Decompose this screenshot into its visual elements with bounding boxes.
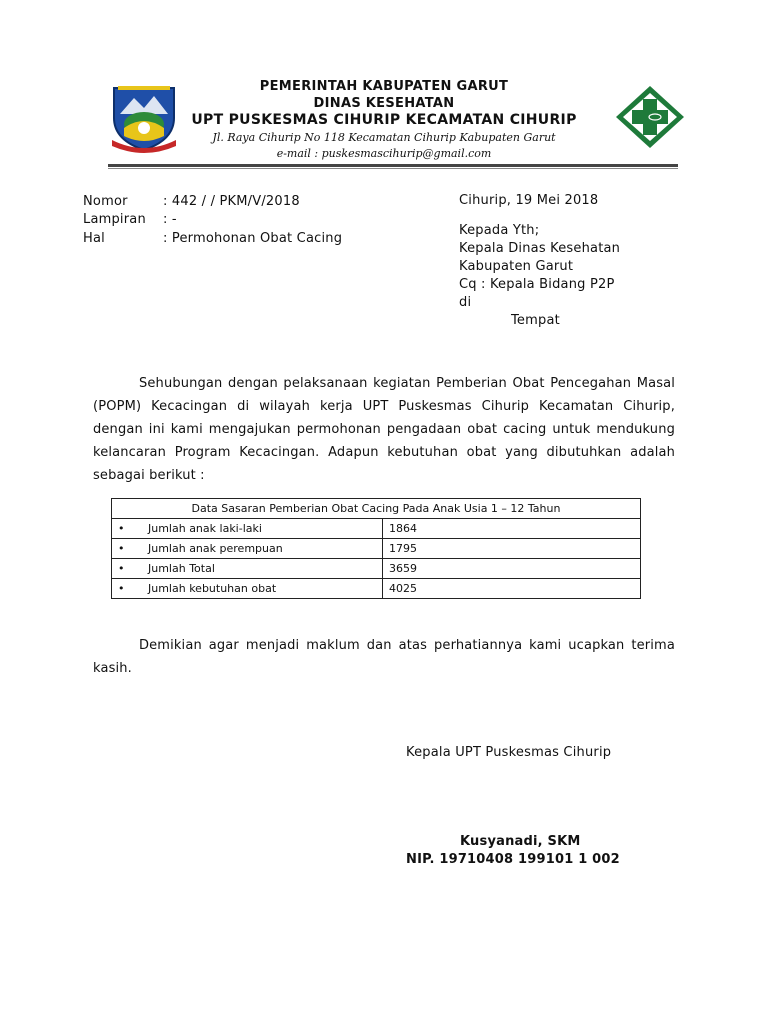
recipient-title: Kepala Dinas Kesehatan: [459, 241, 621, 256]
hal-value: : Permohonan Obat Cacing: [163, 231, 343, 246]
letter-date: Cihurip, 19 Mei 2018: [459, 193, 599, 208]
signature-title: Kepala UPT Puskesmas Cihurip: [406, 745, 612, 760]
letterhead-government: PEMERINTAH KABUPATEN GARUT: [259, 79, 509, 94]
nomor-value: : 442 / / PKM/V/2018: [163, 194, 300, 209]
letterhead-address: Jl. Raya Cihurip No 118 Kecamatan Cihurip Kabupaten Garut: [212, 131, 556, 144]
table-row: [112, 519, 641, 539]
recipient-greeting: Kepada Yth;: [459, 223, 540, 238]
body-paragraph-1: Sehubungan dengan pelaksanaan kegiatan Pemberian Obat Pencegahan Masal (POPM) Kecacingan di wilayah kerja UPT Puskesmas Cihurip Kecamatan Cihurip, dengan ini kami mengajukan permohonan pengadaan obat cacing untuk mendukung kelancaran Program Kecacingan. Adapun kebutuhan obat yang dibutuhkan adalah sebagai berikut :: [93, 376, 675, 483]
row-label: Jumlah kebutuhan obat: [148, 582, 277, 595]
nomor-label: Nomor: [83, 194, 128, 209]
table-cell-value: 1795: [383, 539, 641, 559]
bullet-icon: •: [118, 522, 125, 535]
lampiran-label: Lampiran: [83, 212, 146, 227]
table-caption: Data Sasaran Pemberian Obat Cacing Pada Anak Usia 1 – 12 Tahun: [112, 499, 641, 519]
bullet-icon: •: [118, 542, 125, 555]
row-label: Jumlah anak laki-laki: [148, 522, 262, 535]
row-label: Jumlah Total: [148, 562, 215, 575]
table-caption-row: [112, 499, 641, 519]
table-row: [112, 579, 641, 599]
letterhead-divider-thin: [108, 168, 678, 169]
recipient-cq: Cq : Kepala Bidang P2P: [459, 277, 615, 292]
recipient-di: di: [459, 295, 472, 310]
bullet-icon: •: [118, 582, 125, 595]
table-cell-label: [112, 519, 383, 539]
letterhead-email: e-mail : puskesmascihurip@gmail.com: [276, 147, 492, 160]
letterhead-unit: UPT PUSKESMAS CIHURIP KECAMATAN CIHURIP: [191, 112, 577, 128]
table-cell-value: 1864: [383, 519, 641, 539]
body-paragraph-2: Demikian agar menjadi maklum dan atas perhatiannya kami ucapkan terima kasih.: [93, 638, 675, 676]
target-data-table: [111, 498, 641, 599]
letterhead-divider-thick: [108, 164, 678, 167]
recipient-place: Tempat: [511, 313, 560, 328]
signature-name: Kusyanadi, SKM: [460, 834, 581, 849]
hal-label: Hal: [83, 231, 105, 246]
table-row: [112, 539, 641, 559]
recipient-region: Kabupaten Garut: [459, 259, 574, 274]
table-cell-label: [112, 539, 383, 559]
table-cell-value: 4025: [383, 579, 641, 599]
table-row: [112, 559, 641, 579]
letterhead-agency: DINAS KESEHATAN: [313, 96, 455, 111]
bullet-icon: •: [118, 562, 125, 575]
table-cell-label: [112, 559, 383, 579]
table-cell-value: 3659: [383, 559, 641, 579]
lampiran-value: : -: [163, 212, 177, 227]
signature-nip: NIP. 19710408 199101 1 002: [406, 852, 620, 867]
table-cell-label: [112, 579, 383, 599]
row-label: Jumlah anak perempuan: [148, 542, 283, 555]
